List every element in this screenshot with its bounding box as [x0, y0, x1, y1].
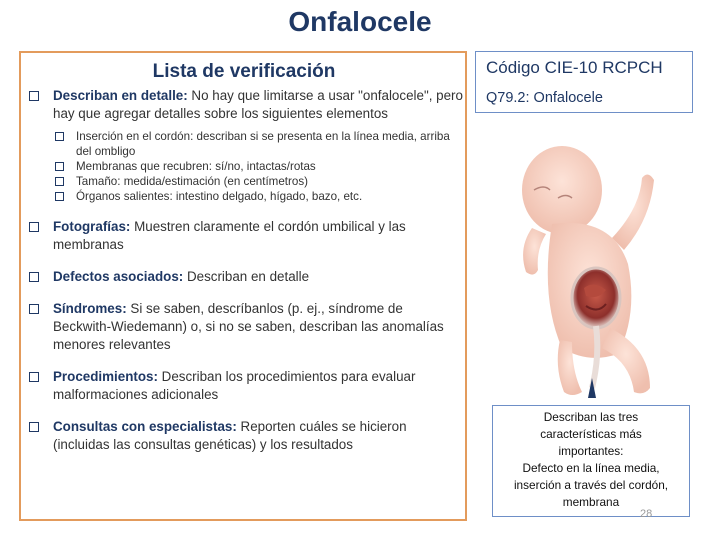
subitem-tamano [55, 174, 463, 189]
checklist-item-defectos [27, 268, 463, 286]
item-text: Describan en detalle [183, 269, 310, 284]
item-text: Describan los procedimientos para evaluar malformaciones adicionales [53, 369, 416, 402]
item-label: Procedimientos: [53, 369, 158, 384]
item-label: Consultas con especialistas: [53, 419, 237, 434]
icd-code-title: Código CIE-10 RCPCH [486, 58, 663, 77]
checkbox-icon[interactable] [55, 162, 64, 171]
checkbox-icon[interactable] [29, 222, 39, 232]
omphalocele-baby-illustration [492, 128, 692, 398]
item-label: Defectos asociados: [53, 269, 184, 284]
checkbox-icon[interactable] [29, 422, 39, 432]
checkbox-icon[interactable] [29, 304, 39, 314]
checklist-item-sindromes [27, 300, 463, 354]
checkbox-icon[interactable] [55, 192, 64, 201]
callout-line: membrana [562, 495, 620, 509]
callout-line: Defecto en la línea media, [522, 461, 660, 475]
checklist-panel [19, 51, 467, 521]
callout-box [492, 405, 690, 517]
checklist-item-consultas [27, 418, 463, 454]
checkbox-icon[interactable] [55, 132, 64, 141]
checkbox-icon[interactable] [29, 91, 39, 101]
item-text: Reporten cuáles se hicieron (incluidas las consultas genéticas) y los resultados [53, 419, 407, 452]
checklist-heading: Lista de verificación [152, 61, 336, 82]
subitem-organos [55, 189, 463, 204]
subitem-text: Órganos salientes: intestino delgado, hígado, bazo, etc. [76, 190, 363, 203]
callout-line: Describan las tres [543, 410, 639, 424]
checklist-item-procedimientos [27, 368, 463, 404]
checkbox-icon[interactable] [29, 272, 39, 282]
item-label: Fotografías: [53, 219, 131, 234]
callout-line: características más [540, 427, 642, 441]
slide-title: Onfalocele [288, 6, 432, 37]
item-text: Muestren claramente el cordón umbilical y las membranas [53, 219, 406, 252]
checklist-items [27, 87, 463, 454]
checklist-item-detail [27, 87, 463, 123]
subitem-text: Membranas que recubren: sí/no, intactas/rotas [76, 160, 316, 173]
item-label: Describan en detalle: [53, 88, 188, 103]
subitem-text: Tamaño: medida/estimación (en centímetros) [76, 175, 308, 188]
icd-code-box [475, 51, 693, 113]
item-text: No hay que limitarse a usar "onfalocele", pero hay que agregar detalles sobre los siguientes elementos [53, 88, 463, 121]
subitem-membranas [55, 159, 463, 174]
checkbox-icon[interactable] [55, 177, 64, 186]
icd-code-value: Q79.2: Onfalocele [486, 90, 603, 106]
subitem-insercion [55, 129, 463, 159]
callout-line: importantes: [558, 444, 624, 458]
item-label: Síndromes: [53, 301, 127, 316]
detail-subitems [55, 129, 463, 204]
item-text: Si se saben, descríbanlos (p. ej., síndrome de Beckwith-Wiedemann) o, si no se saben, describan las anomalías menores relevantes [53, 301, 444, 352]
callout-line: inserción a través del cordón, [513, 478, 669, 492]
checklist-item-fotografias [27, 218, 463, 254]
checkbox-icon[interactable] [29, 372, 39, 382]
subitem-text: Inserción en el cordón: describan si se presenta en la línea media, arriba del ombligo [76, 130, 450, 158]
page-number: 28 [640, 508, 653, 520]
